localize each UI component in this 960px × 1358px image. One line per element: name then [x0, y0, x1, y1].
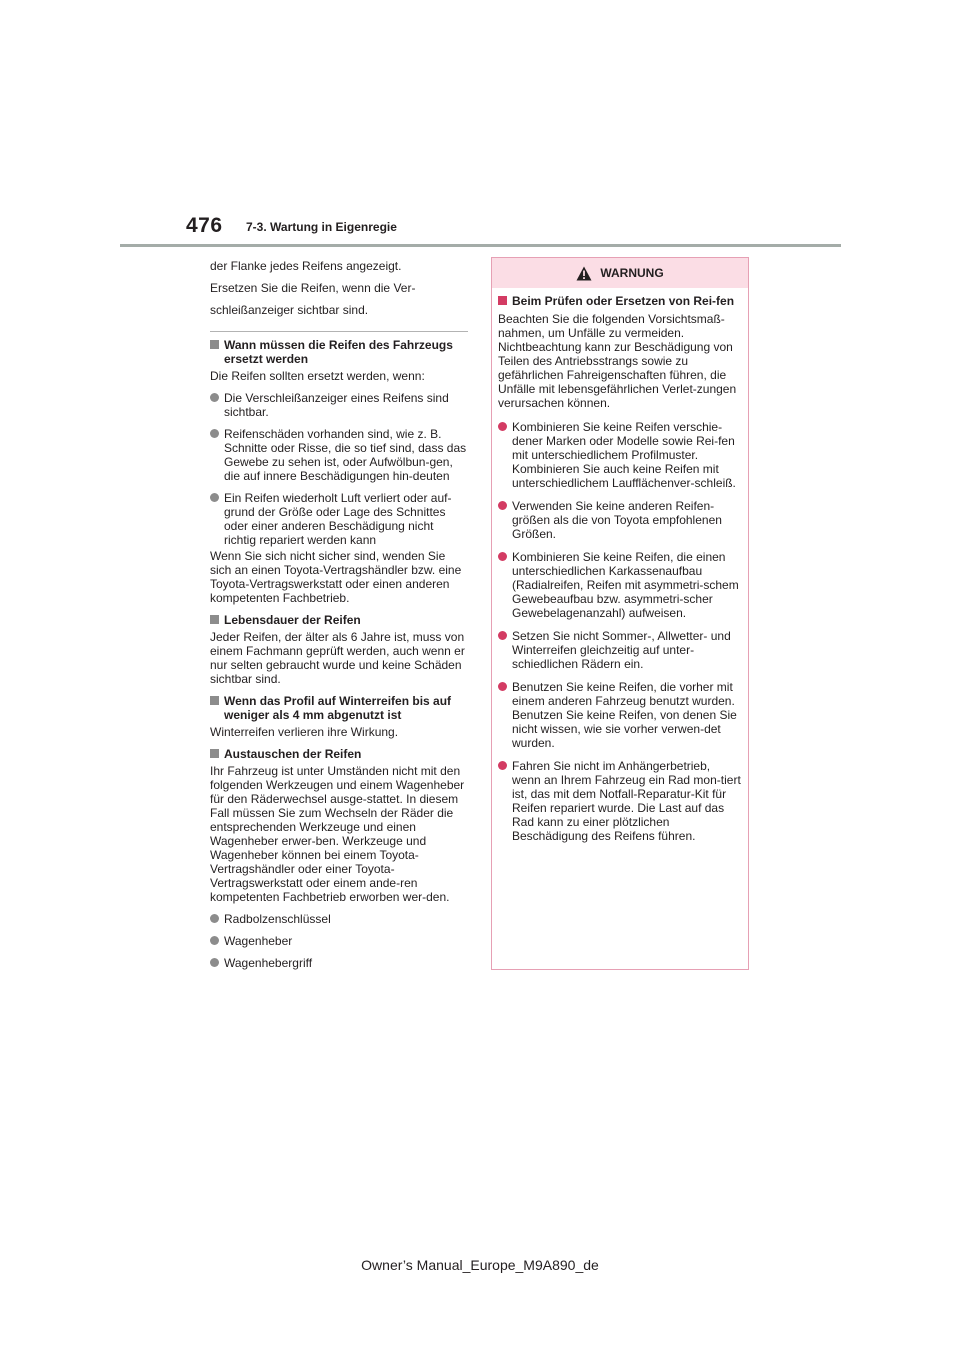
intro-line-2: Ersetzen Sie die Reifen, wenn die Ver-	[210, 281, 416, 295]
warning-heading-text: Beim Prüfen oder Ersetzen von Rei-fen	[512, 294, 735, 308]
section-heading-text: Lebensdauer der Reifen	[224, 613, 361, 627]
warning-body	[492, 288, 748, 858]
list-item-text: Ein Reifen wiederholt Luft verliert oder auf-grund der Größe oder Lage des Schnittes oder einer anderen Beschädigung nicht richtig repariert werden kann	[224, 491, 452, 547]
warning-item	[498, 550, 742, 620]
warning-triangle-icon	[576, 266, 592, 281]
warning-item	[498, 629, 742, 671]
warning-item-text: Kombinieren Sie keine Reifen, die einen unterschiedlichen Karkassenaufbau (Radialreifen, Reifen mit asymmetri-schem Gewebeaufbau bzw. asymmetri-scher Gewebelagenanzahl) aufweisen.	[512, 550, 739, 620]
list-item	[210, 391, 468, 419]
list-item	[210, 491, 468, 547]
list-item-text: Wagenheber	[224, 934, 293, 948]
square-bullet-icon	[210, 749, 219, 758]
square-bullet-icon	[210, 696, 219, 705]
warning-item	[498, 420, 742, 490]
section-heading-text: Wenn das Profil auf Winterreifen bis auf weniger als 4 mm abgenutzt ist	[224, 694, 452, 722]
section-heading-winter	[210, 694, 468, 722]
round-bullet-icon	[210, 936, 219, 945]
warning-box	[491, 257, 749, 970]
warning-item	[498, 499, 742, 541]
list-item-text: Wagenhebergriff	[224, 956, 313, 970]
warning-header	[492, 258, 748, 288]
section-heading-text: Austauschen der Reifen	[224, 747, 362, 761]
section-heading-lifetime	[210, 613, 468, 627]
warning-item-text: Kombinieren Sie keine Reifen verschie-dener Marken oder Modelle sowie Rei-fen mit unterschiedlichem Profilmuster. Kombinieren Sie auch keine Reifen mit unterschiedlichem Laufflächenver-schleiß.	[512, 420, 736, 490]
left-column	[210, 259, 468, 978]
round-bullet-icon	[210, 958, 219, 967]
page-number: 476	[186, 214, 223, 237]
square-bullet-icon	[210, 615, 219, 624]
warning-item	[498, 759, 742, 843]
warning-item-text: Benutzen Sie keine Reifen, die vorher mit einem anderen Fahrzeug benutzt wurden. Benutzen Sie keine Reifen, von denen Sie nicht wissen, wie sie vorher verwen-det wurden.	[512, 680, 737, 750]
section-heading-replace	[210, 338, 468, 366]
intro-line-1: der Flanke jedes Reifens angezeigt.	[210, 259, 402, 273]
warning-title: WARNUNG	[600, 266, 664, 280]
list-item	[210, 912, 468, 926]
section-divider	[210, 331, 468, 332]
section-text: Ihr Fahrzeug ist unter Umständen nicht mit den folgenden Werkzeugen und einem Wagenheber für den Räderwechsel ausge-stattet. In diesem Fall müssen Sie zum Wechseln der Räder die entsprechenden Werkzeuge und einen Wagenheber erwer-ben. Werkzeuge und Wagenheber können bei einem Toyota-Vertragshändler oder einer Toyota-Vertragswerkstatt oder einem ande-ren kompetenten Fachbetrieb erworben wer-den.	[210, 764, 465, 904]
list-item-text: Die Verschleißanzeiger eines Reifens sind sichtbar.	[224, 391, 449, 419]
round-bullet-icon	[498, 631, 507, 640]
warning-item-text: Fahren Sie nicht im Anhängerbetrieb, wenn an Ihrem Fahrzeug ein Rad mon-tiert ist, das mit dem Notfall-Reparatur-Kit für Reifen repariert wurde. Die Last auf das Rad kann zu einer plötzlichen Beschädigung des Reifens führen.	[512, 759, 741, 843]
section-title: 7-3. Wartung in Eigenregie	[246, 220, 397, 234]
section-text: Die Reifen sollten ersetzt werden, wenn:	[210, 369, 425, 383]
round-bullet-icon	[210, 914, 219, 923]
section-heading-exchange	[210, 747, 468, 761]
section-text: Winterreifen verlieren ihre Wirkung.	[210, 725, 399, 739]
list-item	[210, 956, 468, 970]
round-bullet-icon	[498, 761, 507, 770]
round-bullet-icon	[210, 493, 219, 502]
round-bullet-icon	[498, 552, 507, 561]
intro-line-3: schleißanzeiger sichtbar sind.	[210, 303, 369, 317]
square-bullet-icon	[210, 340, 219, 349]
warning-item-text: Setzen Sie nicht Sommer-, Allwetter- und Winterreifen gleichzeitig auf unter-schiedlichen Rädern ein.	[512, 629, 731, 671]
square-bullet-icon	[498, 296, 507, 305]
warning-item	[498, 680, 742, 750]
warning-heading	[498, 294, 742, 308]
round-bullet-icon	[210, 429, 219, 438]
warning-item-text: Verwenden Sie keine anderen Reifen-größen als die von Toyota empfohlenen Größen.	[512, 499, 722, 541]
footer-doc-id: Owner’s Manual_Europe_M9A890_de	[361, 1257, 599, 1273]
section-heading-text: Wann müssen die Reifen des Fahrzeugs ersetzt werden	[224, 338, 453, 366]
list-item-text: Reifenschäden vorhanden sind, wie z. B. Schnitte oder Risse, die so tief sind, dass das Gewebe zu sehen ist, oder Aufwölbun-gen, die auf innere Beschädigungen hin-deuten	[224, 427, 467, 483]
section-text: Jeder Reifen, der älter als 6 Jahre ist, muss von einem Fachmann geprüft werden, auch wenn er nur selten gebraucht wurde und keine Schäden sichtbar sind.	[210, 630, 465, 686]
round-bullet-icon	[498, 501, 507, 510]
round-bullet-icon	[210, 393, 219, 402]
warning-intro: Beachten Sie die folgenden Vorsichtsmaß-nahmen, um Unfälle zu vermeiden. Nichtbeachtung kann zur Beschädigung von Teilen des Antriebsstrangs sowie zu gefährlichen Fahreigenschaften führen, die Unfälle mit lebensgefährlichen Verlet-zungen verursachen können.	[498, 312, 737, 410]
round-bullet-icon	[498, 682, 507, 691]
round-bullet-icon	[498, 422, 507, 431]
header-rule	[120, 244, 841, 247]
list-item	[210, 934, 468, 948]
section-text: Wenn Sie sich nicht sicher sind, wenden Sie sich an einen Toyota-Vertragshändler bzw. eine Toyota-Vertragswerkstatt oder einen anderen kompetenten Fachbetrieb.	[210, 549, 462, 605]
list-item	[210, 427, 468, 483]
list-item-text: Radbolzenschlüssel	[224, 912, 331, 926]
